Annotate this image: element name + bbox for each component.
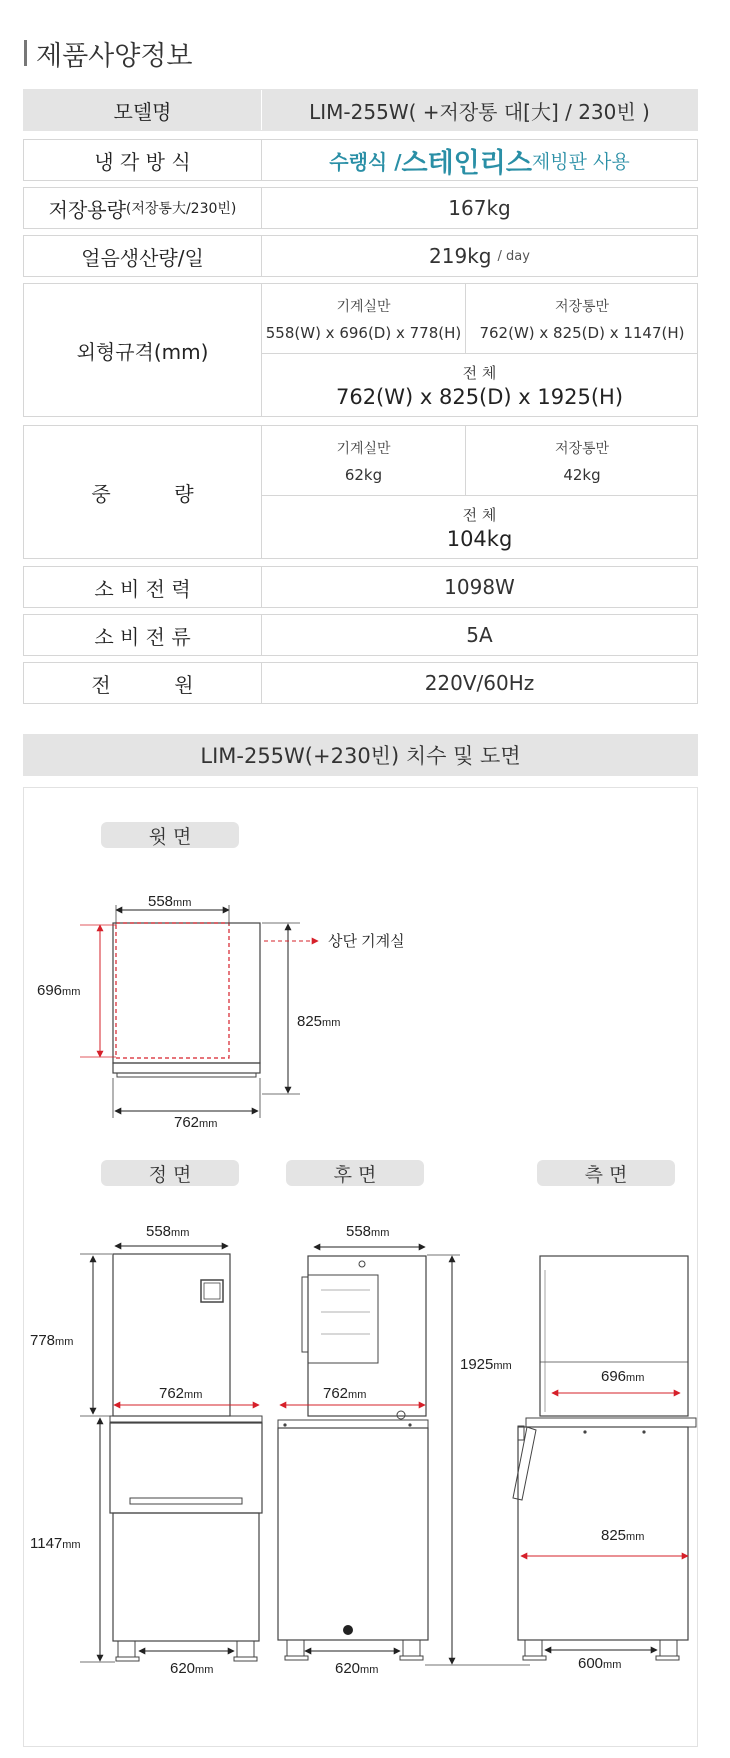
top-view-outline: [113, 923, 260, 1063]
rear-bin-body: [278, 1428, 428, 1640]
weight-bin-value: 42kg: [563, 465, 601, 484]
front-w-text: 558mm: [146, 1223, 190, 1240]
front-control-box-inner: [204, 1283, 220, 1299]
front-leg-right: [237, 1641, 254, 1657]
front-bin-w-text: 762mm: [159, 1385, 203, 1402]
rear-fitting: [359, 1261, 365, 1267]
front-bin-h-text: 1147mm: [30, 1535, 81, 1552]
dims-machine-head: 기계실만: [336, 298, 391, 315]
ice-unit: / day: [497, 248, 530, 264]
power-value: 1098W: [444, 575, 515, 599]
top-w-text: 558mm: [148, 893, 192, 910]
dims-bin-value: 762(W) x 825(D) x 1147(H): [479, 323, 685, 342]
rear-view-label: 후 면: [286, 1160, 424, 1186]
dims-label: 외형규격(mm): [24, 284, 262, 416]
weight-bin-head: 저장통만: [554, 440, 610, 457]
page-title: 제품사양정보: [36, 41, 193, 72]
front-machine-h-text: 778mm: [30, 1332, 74, 1349]
rear-screw-right: [408, 1423, 411, 1426]
top-total-w-text: 762mm: [174, 1114, 218, 1131]
side-machine-d-text: 696mm: [601, 1368, 645, 1385]
model-value: LIM-255W( +저장통 대[大] / 230빈 ): [309, 99, 650, 124]
model-label: 모델명: [24, 90, 262, 130]
side-leg-right: [660, 1640, 677, 1656]
front-foot-left: [116, 1657, 139, 1661]
supply-value: 220V/60Hz: [424, 671, 535, 695]
cooling-value-b: 스테인리스: [401, 147, 532, 179]
weight-total-head: 전 체: [462, 505, 497, 524]
side-leg-left: [525, 1640, 542, 1656]
side-bin-d-text: 825mm: [601, 1527, 645, 1544]
upper-machine-note: 상단 기계실: [328, 933, 405, 950]
rear-foot-right: [400, 1656, 423, 1660]
weight-total-value: 104kg: [446, 526, 513, 551]
rear-bin-w-text: 762mm: [323, 1385, 367, 1402]
side-foot-right: [656, 1656, 679, 1660]
side-view-label: 측 면: [537, 1160, 675, 1186]
power-label: 소 비 전 력: [24, 567, 262, 607]
weight-machine-value: 62kg: [344, 465, 383, 484]
storage-label-sub: (저장통大/230빈): [125, 201, 237, 217]
current-label: 소 비 전 류: [24, 615, 262, 655]
weight-label: 중 량: [24, 426, 262, 558]
side-machine-body: [540, 1256, 688, 1416]
rear-foot-left: [285, 1656, 308, 1660]
front-top-plate: [110, 1416, 262, 1422]
top-d-text: 696mm: [37, 982, 81, 999]
rear-screw-left: [283, 1423, 286, 1426]
front-bin-door: [110, 1423, 262, 1513]
rear-w-text: 558mm: [346, 1223, 390, 1240]
ice-value-number: 219kg: [429, 244, 492, 268]
storage-label-main: 저장용량: [48, 197, 126, 222]
top-view-drawing: [37, 893, 405, 1131]
dims-bin-head: 저장통만: [554, 298, 610, 315]
dims-machine-value: 558(W) x 696(D) x 778(H): [265, 323, 462, 342]
current-value: 5A: [466, 623, 493, 647]
cooling-value-c: 제빙판 사용: [531, 150, 630, 173]
rear-side-bracket: [302, 1277, 308, 1352]
rear-drain-port: [397, 1411, 405, 1419]
total-h-text: 1925mm: [460, 1356, 512, 1373]
top-view-front-edge: [113, 1063, 260, 1073]
dims-total-value: 762(W) x 825(D) x 1925(H): [335, 384, 624, 409]
storage-value: 167kg: [448, 196, 511, 220]
side-screw-2: [642, 1430, 645, 1433]
side-leg-text: 600mm: [578, 1655, 622, 1672]
front-view-label: 정 면: [101, 1160, 239, 1186]
rear-leg-right: [403, 1640, 420, 1656]
front-leg-left: [118, 1641, 135, 1657]
supply-label: 전 원: [24, 663, 262, 703]
top-view-label: 윗 면: [101, 822, 239, 848]
side-foot-left: [523, 1656, 546, 1660]
rear-view-drawing: [278, 1223, 530, 1677]
side-door-hinge: [518, 1426, 524, 1440]
cooling-label: 냉 각 방 식: [24, 140, 262, 180]
side-screw-1: [583, 1430, 586, 1433]
side-top-plate: [526, 1418, 696, 1427]
cooling-value-a: 수랭식 /: [329, 149, 402, 174]
rear-top-plate: [278, 1420, 428, 1428]
top-view-machine-outline: [116, 923, 229, 1058]
rear-drain-knob: [343, 1625, 353, 1635]
dims-total-head: 전 체: [462, 363, 497, 382]
rear-leg-left: [287, 1640, 304, 1656]
rear-leg-text: 620mm: [335, 1660, 379, 1677]
front-view-drawing: [30, 1223, 262, 1677]
front-foot-right: [234, 1657, 257, 1661]
rear-condenser-panel: [308, 1275, 378, 1363]
front-leg-text: 620mm: [170, 1660, 214, 1677]
weight-machine-head: 기계실만: [336, 440, 391, 457]
front-door-handle: [130, 1498, 242, 1504]
top-total-d-text: 825mm: [297, 1013, 341, 1030]
side-view-drawing: [513, 1256, 696, 1672]
front-bin-body: [113, 1513, 259, 1641]
ice-label: 얼음생산량/일: [24, 236, 262, 276]
drawing-section-title: LIM-255W(+230빈) 치수 및 도면: [23, 734, 698, 776]
